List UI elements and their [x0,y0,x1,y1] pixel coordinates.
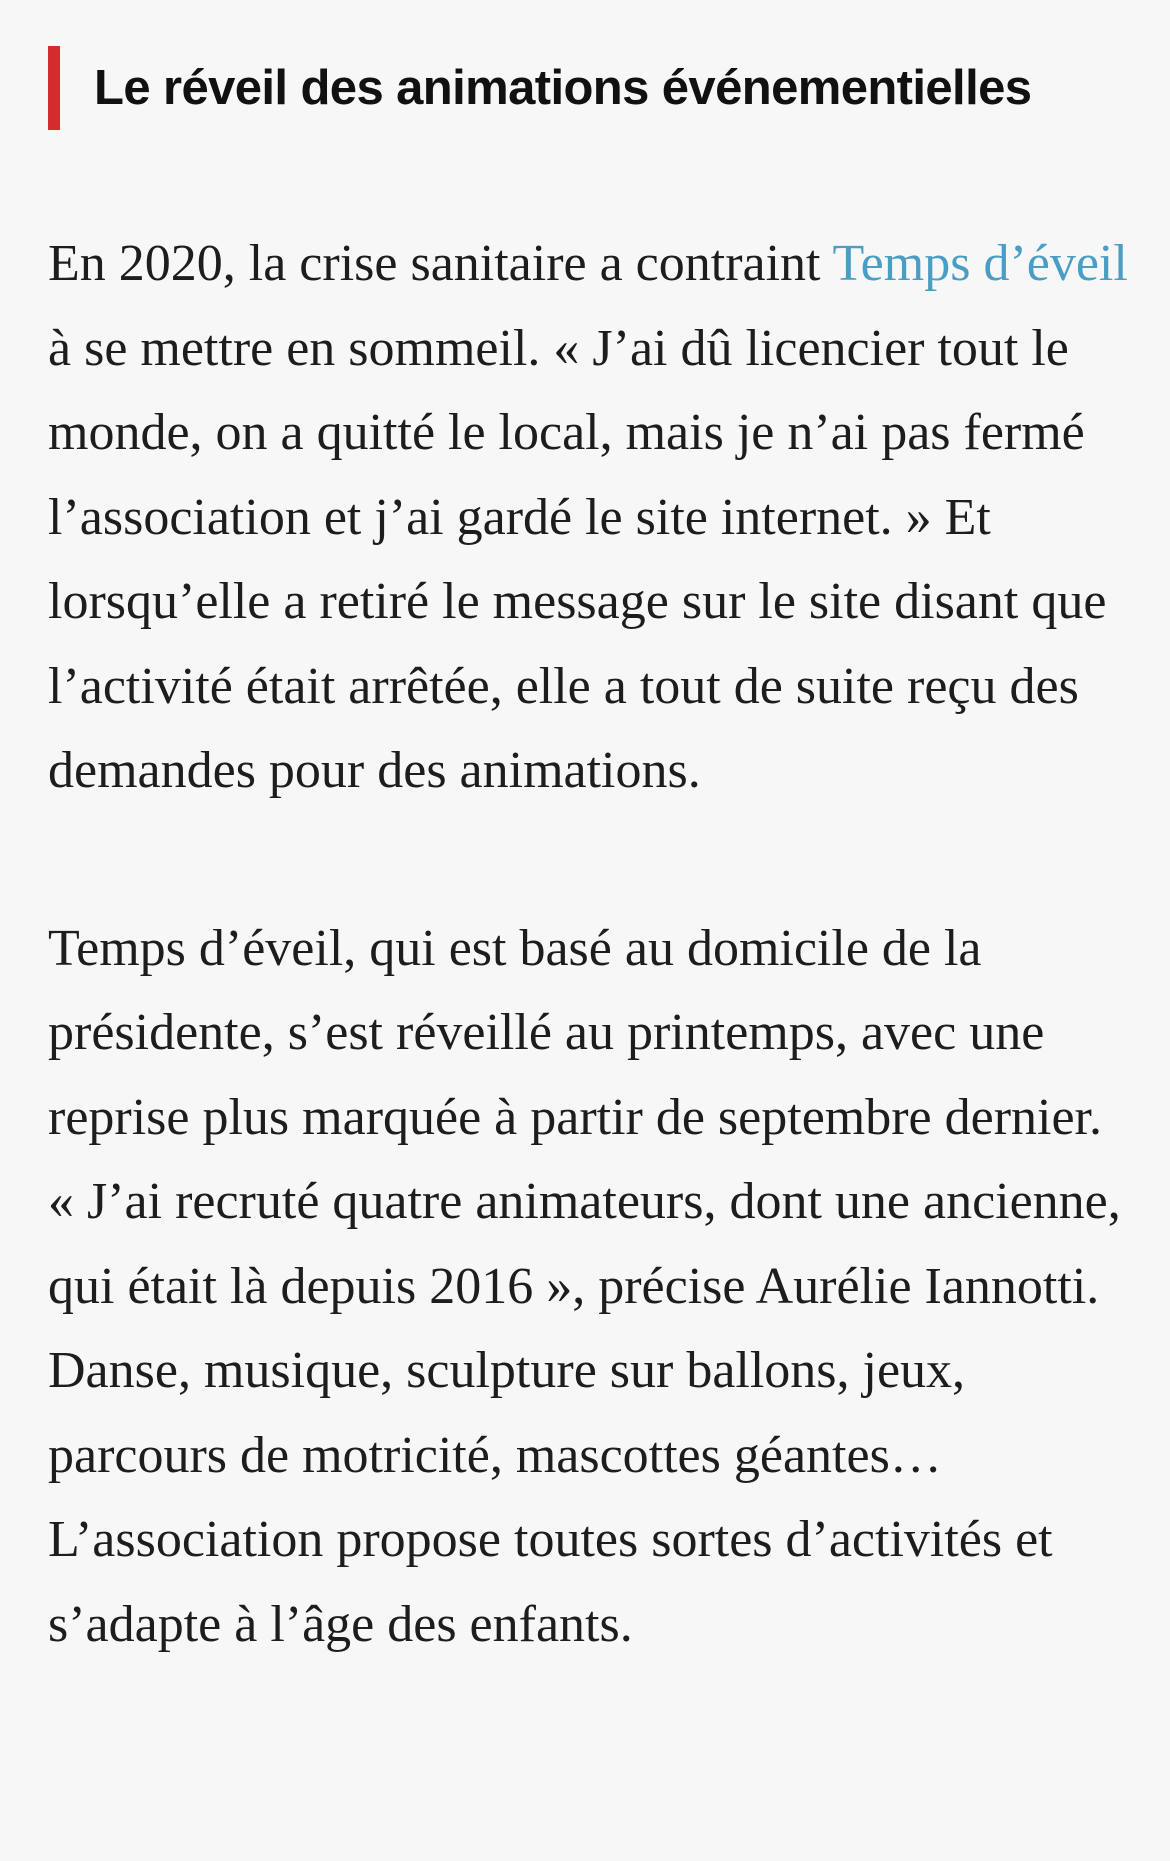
section-heading [48,46,1128,130]
heading-accent-bar [48,46,60,130]
paragraph-1-text-after-link: à se mettre en sommeil. « J’ai dû licencier tout le monde, on a quitté le local, mais je n’ai pas fermé l’association et j’ai gardé le site internet. » Et lorsqu’elle a retiré le message sur le site disant que l’activité était arrêtée, elle a tout de suite reçu des demandes pour des animations. [48,319,1107,799]
paragraph-1 [48,222,1128,814]
section-heading-title: Le réveil des animations événementielles [94,61,1032,115]
paragraph-2: Temps d’éveil, qui est basé au domicile de la présidente, s’est réveillé au printemps, avec une reprise plus marquée à partir de septembre dernier. « J’ai recruté quatre animateurs, dont une ancienne, qui était là depuis 2016 », précise Aurélie Iannotti. Danse, musique, sculpture sur ballons, jeux, parcours de motricité, mascottes géantes… L’association propose toutes sortes d’activités et s’adapte à l’âge des enfants. [48,919,1121,1653]
temps-deveil-link[interactable]: Temps d’éveil [832,235,1128,292]
paragraph-1-text-before-link: En 2020, la crise sanitaire a contraint [48,235,833,292]
article-body [48,0,1128,1667]
